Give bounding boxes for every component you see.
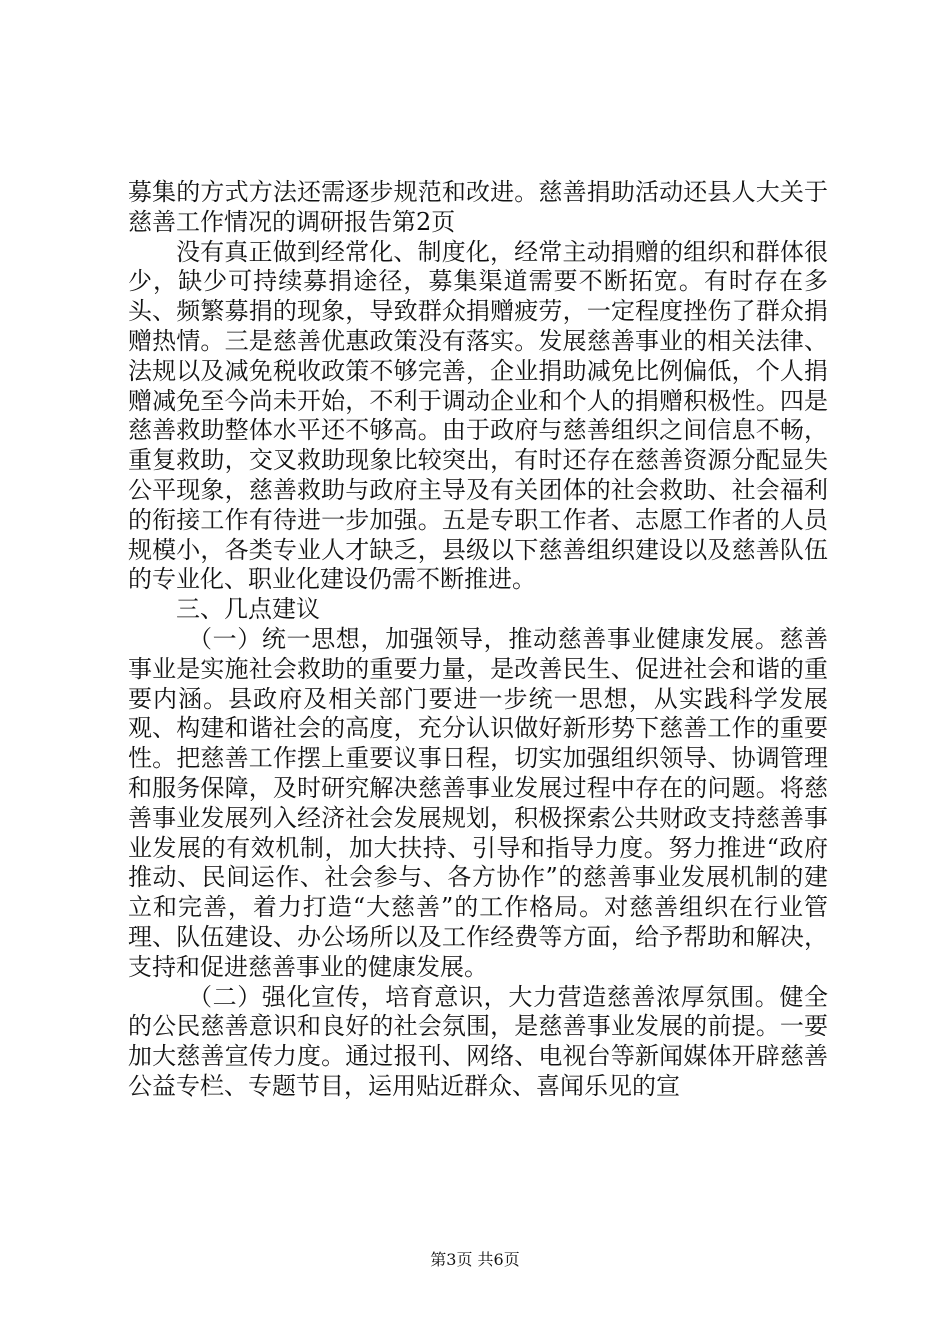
paragraph-suggestion-1: （一）统一思想，加强领导，推动慈善事业健康发展。慈善事业是实施社会救助的重要力量，是改善民生、促进社会和谐的重要内涵。县政府及相关部门要进一步统一思想，从实践科学发展观、构建和谐社会的高度，充分认识做好新形势下慈善工作的重要性。把慈善工作摆上重要议事日程，切实加强组织领导、协调管理和服务保障，及时研究解决慈善事业发展过程中存在的问题。将慈善事业发展列入经济社会发展规划，积极探索公共财政支持慈善事业发展的有效机制，加大扶持、引导和指导力度。努力推进“政府推动、民间运作、社会参与、各方协作”的慈善事业发展机制的建立和完善，着力打造“大慈善”的工作格局。对慈善组织在行业管理、队伍建设、办公场所以及工作经费等方面，给予帮助和解决，支持和促进慈善事业的健康发展。 xyxy=(128,624,828,981)
page-number-label: 第3页 共6页 xyxy=(430,1250,520,1269)
paragraph-problems: 没有真正做到经常化、制度化，经常主动捐赠的组织和群体很少，缺少可持续募捐途径，募集渠道需要不断拓宽。有时存在多头、频繁募捐的现象，导致群众捐赠疲劳，一定程度挫伤了群众捐赠热情。三是慈善优惠政策没有落实。发展慈善事业的相关法律、法规以及减免税收政策不够完善，企业捐助减免比例偏低，个人捐赠减免至今尚未开始，不利于调动企业和个人的捐赠积极性。四是慈善救助整体水平还不够高。由于政府与慈善组织之间信息不畅，重复救助，交叉救助现象比较突出，有时还存在慈善资源分配显失公平现象，慈善救助与政府主导及有关团体的社会救助、社会福利的衔接工作有待进一步加强。五是专职工作者、志愿工作者的人员规模小，各类专业人才缺乏，县级以下慈善组织建设以及慈善队伍的专业化、职业化建设仍需不断推进。 xyxy=(128,237,828,594)
document-body xyxy=(128,178,828,1102)
section-heading-suggestions: 三、几点建议 xyxy=(176,595,320,624)
paragraph-suggestion-2: （二）强化宣传，培育意识，大力营造慈善浓厚氛围。健全的公民慈善意识和良好的社会氛围，是慈善事业发展的前提。一要加大慈善宣传力度。通过报刊、网络、电视台等新闻媒体开辟慈善公益专栏、专题节目，运用贴近群众、喜闻乐见的宣 xyxy=(128,982,828,1100)
page-footer xyxy=(0,1247,950,1270)
paragraph-continuation: 募集的方式方法还需逐步规范和改进。慈善捐助活动还县人大关于慈善工作情况的调研报告第2页 xyxy=(128,178,828,236)
